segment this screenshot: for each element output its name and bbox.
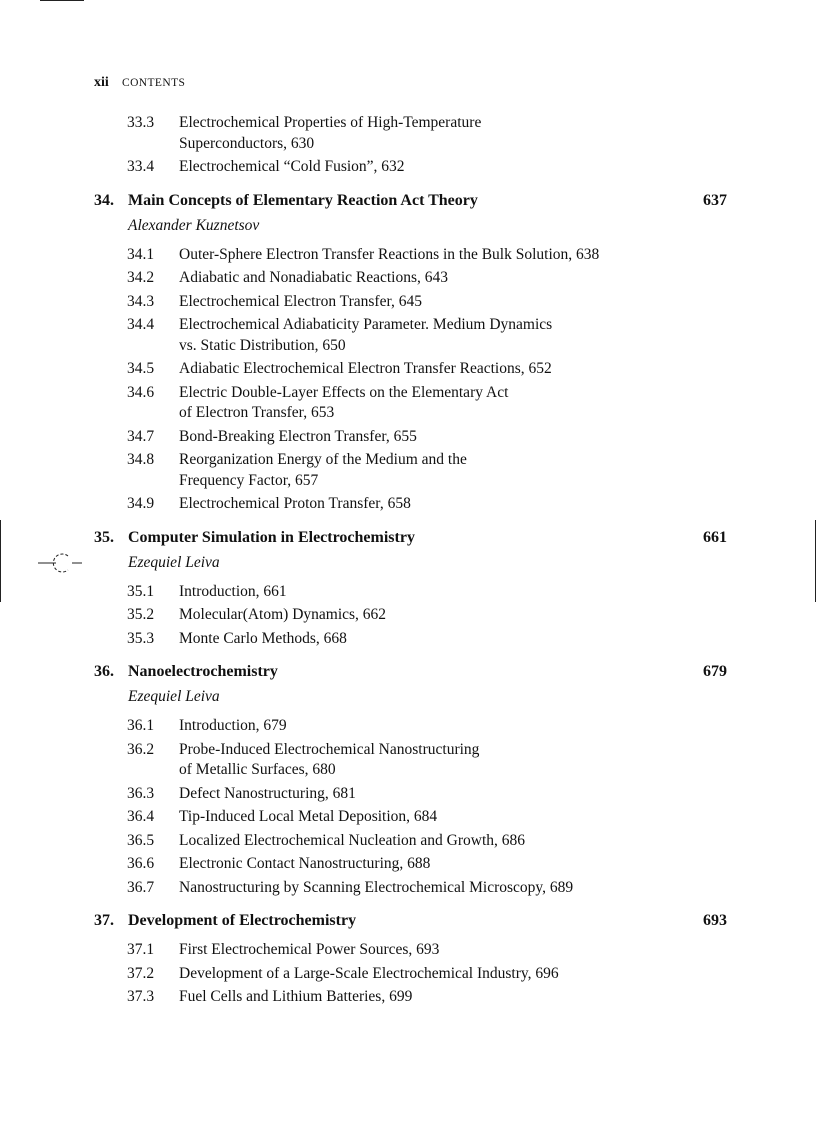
chapter-title: Development of Electrochemistry <box>128 912 357 929</box>
chapter-page: 637 <box>703 191 727 209</box>
running-head-title: CONTENTS <box>122 77 186 89</box>
section-list <box>0 716 816 898</box>
section-title: Adiabatic and Nonadiabatic Reactions, 643 <box>179 269 449 286</box>
toc-section <box>0 854 816 875</box>
section-title: Reorganization Energy of the Medium and the Frequency Factor, 657 <box>179 451 467 489</box>
section-title: Electrochemical Proton Transfer, 658 <box>179 495 411 512</box>
toc-chapter <box>0 192 816 515</box>
section-number: 36.7 <box>127 878 155 896</box>
chapter-heading <box>0 529 816 553</box>
toc-section <box>0 582 816 603</box>
section-number: 34.4 <box>127 316 155 333</box>
toc-section <box>0 987 816 1008</box>
section-number: 36.3 <box>127 784 155 802</box>
running-head <box>94 74 185 91</box>
toc-chapter <box>0 912 816 1008</box>
section-title: Introduction, 679 <box>179 717 287 734</box>
section-number: 36.5 <box>127 831 155 849</box>
section-title: Tip-Induced Local Metal Deposition, 684 <box>179 808 438 825</box>
chapter-title: Main Concepts of Elementary Reaction Act Theory <box>128 191 478 209</box>
section-title: Probe-Induced Electrochemical Nanostructuring of Metallic Surfaces, 680 <box>179 740 480 778</box>
section-number: 34.5 <box>127 360 155 377</box>
section-number: 34.7 <box>127 427 155 445</box>
section-title: Introduction, 661 <box>179 582 287 600</box>
toc-section <box>0 784 816 805</box>
section-title: Adiabatic Electrochemical Electron Transfer Reactions, 652 <box>179 360 552 377</box>
toc-section <box>0 807 816 828</box>
section-list <box>0 940 816 1008</box>
toc-section <box>0 716 816 737</box>
toc-chapter <box>0 663 816 898</box>
chapter-page: 693 <box>703 912 727 929</box>
page-number: xii <box>94 75 109 90</box>
toc-section <box>0 427 816 448</box>
section-title: Monte Carlo Methods, 668 <box>179 629 347 647</box>
section-title: Fuel Cells and Lithium Batteries, 699 <box>179 988 413 1005</box>
toc-chapter-continued <box>0 113 816 178</box>
section-title: Bond-Breaking Electron Transfer, 655 <box>179 427 417 445</box>
chapter-heading <box>0 192 816 216</box>
section-number: 34.8 <box>127 451 155 468</box>
chapter-author: Ezequiel Leiva <box>128 688 220 705</box>
section-number: 36.6 <box>127 855 155 872</box>
section-title: Nanostructuring by Scanning Electrochemical Microscopy, 689 <box>179 878 574 896</box>
section-number: 36.2 <box>127 740 155 758</box>
section-list <box>0 582 816 650</box>
section-number: 34.9 <box>127 495 155 512</box>
section-number: 33.3 <box>127 114 155 131</box>
chapter-number: 34. <box>94 191 114 209</box>
toc-section <box>0 964 816 985</box>
toc-section <box>0 629 816 650</box>
chapter-heading <box>0 663 816 687</box>
section-number: 35.1 <box>127 582 155 600</box>
section-title: Electric Double-Layer Effects on the Elementary Act of Electron Transfer, 653 <box>179 383 509 421</box>
toc-section <box>0 359 816 380</box>
section-number: 35.3 <box>127 629 155 647</box>
section-number: 37.1 <box>127 941 155 958</box>
toc-section <box>0 292 816 313</box>
section-title: Development of a Large-Scale Electrochemical Industry, 696 <box>179 964 559 982</box>
section-number: 37.2 <box>127 964 155 982</box>
toc-section <box>0 157 816 178</box>
chapter-page: 679 <box>703 663 727 680</box>
section-title: Electrochemical “Cold Fusion”, 632 <box>179 158 405 175</box>
chapter-number: 35. <box>94 528 114 546</box>
toc-section <box>0 268 816 289</box>
chapter-title: Nanoelectrochemistry <box>128 663 278 680</box>
chapter-heading <box>0 912 816 936</box>
section-number: 34.2 <box>127 269 155 286</box>
section-number: 36.1 <box>127 717 155 734</box>
chapter-author: Alexander Kuznetsov <box>128 216 260 234</box>
toc-section <box>0 494 816 515</box>
toc-section <box>0 940 816 961</box>
section-title: Molecular(Atom) Dynamics, 662 <box>179 606 387 623</box>
toc-section <box>0 245 816 266</box>
section-title: Electronic Contact Nanostructuring, 688 <box>179 855 431 872</box>
chapter-number: 36. <box>94 663 114 680</box>
chapter-page: 661 <box>703 528 727 546</box>
section-title: Electrochemical Adiabaticity Parameter. Medium Dynamics vs. Static Distribution, 650 <box>179 316 553 354</box>
table-of-contents <box>0 113 816 1022</box>
toc-section <box>0 831 816 852</box>
section-title: Electrochemical Properties of High-Temperature Superconductors, 630 <box>179 114 482 152</box>
toc-section <box>0 383 816 424</box>
section-number: 36.4 <box>127 808 155 825</box>
chapter-author: Ezequiel Leiva <box>128 553 220 571</box>
section-title: Outer-Sphere Electron Transfer Reactions in the Bulk Solution, 638 <box>179 245 600 263</box>
section-title: First Electrochemical Power Sources, 693 <box>179 941 440 958</box>
toc-section <box>0 878 816 899</box>
section-title: Defect Nanostructuring, 681 <box>179 784 356 802</box>
toc-chapter <box>0 529 816 650</box>
section-title: Electrochemical Electron Transfer, 645 <box>179 292 422 310</box>
toc-section <box>0 315 816 356</box>
section-list <box>0 113 816 178</box>
section-list <box>0 245 816 515</box>
chapter-number: 37. <box>94 912 114 929</box>
toc-section <box>0 605 816 626</box>
section-number: 34.6 <box>127 383 155 401</box>
toc-section <box>0 113 816 154</box>
section-number: 34.1 <box>127 245 155 263</box>
section-number: 33.4 <box>127 158 155 175</box>
toc-section <box>0 450 816 491</box>
section-number: 35.2 <box>127 606 155 623</box>
crop-mark-top <box>40 0 84 1</box>
toc-section <box>0 740 816 781</box>
section-number: 37.3 <box>127 988 155 1005</box>
chapter-title: Computer Simulation in Electrochemistry <box>128 528 415 546</box>
section-title: Localized Electrochemical Nucleation and Growth, 686 <box>179 831 526 849</box>
section-number: 34.3 <box>127 292 155 310</box>
